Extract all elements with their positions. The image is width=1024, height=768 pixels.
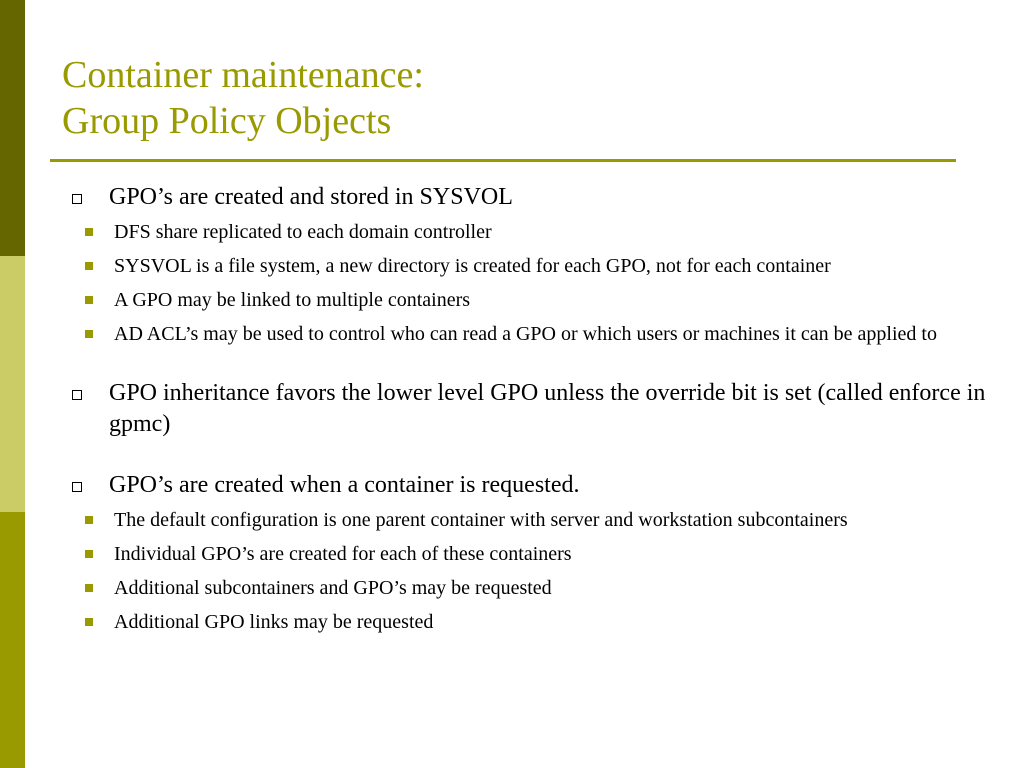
filled-square-bullet-icon	[85, 584, 93, 592]
side-bar-middle	[0, 256, 25, 512]
filled-square-bullet-icon	[85, 262, 93, 270]
filled-square-bullet-icon	[85, 618, 93, 626]
sub-bullet-text: SYSVOL is a file system, a new directory is created for each GPO, not for each container	[114, 255, 831, 277]
sub-bullet-item	[70, 287, 990, 314]
sub-bullet-text: DFS share replicated to each domain controller	[114, 221, 492, 243]
filled-square-bullet-icon	[85, 330, 93, 338]
hollow-square-bullet-icon	[72, 390, 82, 400]
slide-title-line-2: Group Policy Objects	[62, 100, 392, 142]
sub-bullet-item	[70, 321, 990, 348]
bullet-item	[70, 470, 990, 501]
filled-square-bullet-icon	[85, 516, 93, 524]
sub-bullet-text: A GPO may be linked to multiple containers	[114, 289, 471, 311]
filled-square-bullet-icon	[85, 550, 93, 558]
sub-bullet-text: AD ACL’s may be used to control who can read a GPO or which users or machines it can be applied to	[114, 323, 937, 345]
sub-bullet-item	[70, 253, 990, 280]
bullet-text: GPO’s are created when a container is requested.	[109, 472, 580, 498]
slide-title-line-1: Container maintenance:	[62, 54, 424, 96]
sub-bullet-text: The default configuration is one parent container with server and workstation subcontainers	[114, 509, 848, 531]
sub-bullet-item	[70, 575, 990, 602]
bullet-item	[70, 182, 990, 213]
hollow-square-bullet-icon	[72, 482, 82, 492]
bullet-text: GPO inheritance favors the lower level GPO unless the override bit is set (called enforce in gpmc)	[109, 380, 986, 437]
sub-bullet-text: Individual GPO’s are created for each of these containers	[114, 543, 572, 565]
sub-bullet-item	[70, 507, 990, 534]
bullet-item	[70, 378, 990, 440]
sub-bullet-item	[70, 219, 990, 246]
side-bar-top	[0, 0, 25, 256]
hollow-square-bullet-icon	[72, 194, 82, 204]
filled-square-bullet-icon	[85, 296, 93, 304]
filled-square-bullet-icon	[85, 228, 93, 236]
sub-bullet-text: Additional GPO links may be requested	[114, 611, 434, 633]
sub-bullet-item	[70, 609, 990, 636]
title-divider	[50, 159, 956, 162]
side-bar-bottom	[0, 512, 25, 768]
sub-bullet-text: Additional subcontainers and GPO’s may be requested	[114, 577, 552, 599]
bullet-list	[70, 182, 990, 636]
slide-title	[62, 52, 424, 144]
bullet-text: GPO’s are created and stored in SYSVOL	[109, 184, 513, 210]
sub-bullet-item	[70, 541, 990, 568]
